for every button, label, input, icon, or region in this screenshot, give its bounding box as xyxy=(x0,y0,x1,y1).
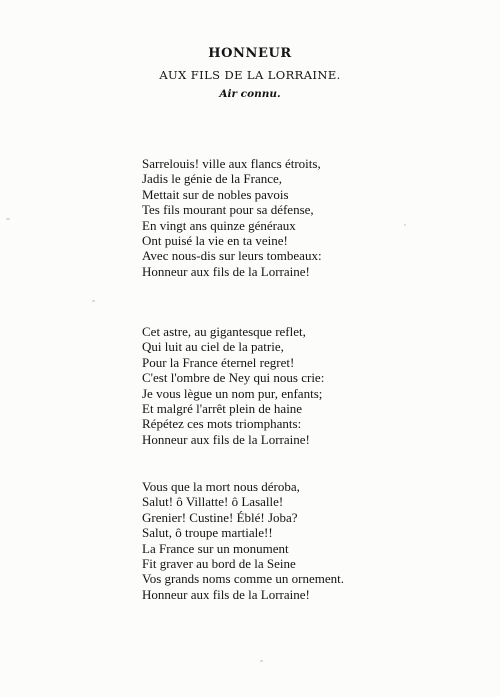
poem-title: HONNEUR xyxy=(208,46,292,61)
verse-line: Vous que la mort nous déroba, xyxy=(142,479,300,494)
verse-line: Avec nous-dis sur leurs tombeaux: xyxy=(142,248,322,264)
stanza-2 xyxy=(142,324,324,447)
verse-line: Salut! ô Villatte! ô Lasalle! xyxy=(142,494,284,510)
melody-note: Air connu. xyxy=(219,88,281,100)
verse-line: Tes fils mourant pour sa défense, xyxy=(142,202,314,218)
verse-line: Vos grands noms comme un ornement. xyxy=(142,571,344,587)
paper-speck xyxy=(6,218,10,220)
verse-line: En vingt ans quinze généraux xyxy=(142,217,296,233)
refrain-line: Honneur aux fils de la Lorraine! xyxy=(142,431,310,447)
verse-line: Cet astre, au gigantesque reflet, xyxy=(142,324,306,339)
poem-subtitle: AUX FILS DE LA LORRAINE. xyxy=(159,68,341,82)
refrain-line: Honneur aux fils de la Lorraine! xyxy=(142,263,310,279)
verse-line: Répétez ces mots triomphants: xyxy=(142,416,302,432)
paper-speck xyxy=(92,300,95,302)
stanza-1 xyxy=(142,156,322,279)
refrain-line: Honneur aux fils de la Lorraine! xyxy=(142,586,310,602)
verse-line: Sarrelouis! ville aux flancs étroits, xyxy=(142,156,321,171)
verse-line: C'est l'ombre de Ney qui nous crie: xyxy=(142,370,325,386)
verse-line: Et malgré l'arrêt plein de haine xyxy=(142,401,303,417)
verse-line: Salut, ô troupe martiale!! xyxy=(142,525,273,541)
verse-line: Grenier! Custine! Éblé! Joba? xyxy=(142,509,298,525)
verse-line: Pour la France éternel regret! xyxy=(142,354,295,370)
verse-line: La France sur un monument xyxy=(142,540,289,556)
verse-line: Qui luit au ciel de la patrie, xyxy=(142,339,284,355)
verse-line: Je vous lègue un nom pur, enfants; xyxy=(142,385,323,401)
verse-line: Fit graver au bord de la Seine xyxy=(142,556,296,572)
verse-line: Jadis le génie de la France, xyxy=(142,171,283,187)
verse-line: Ont puisé la vie en ta veine! xyxy=(142,233,288,249)
paper-speck xyxy=(260,660,263,662)
paper-speck xyxy=(404,224,406,226)
verse-line: Mettait sur de nobles pavois xyxy=(142,186,289,202)
stanza-3 xyxy=(142,479,344,602)
